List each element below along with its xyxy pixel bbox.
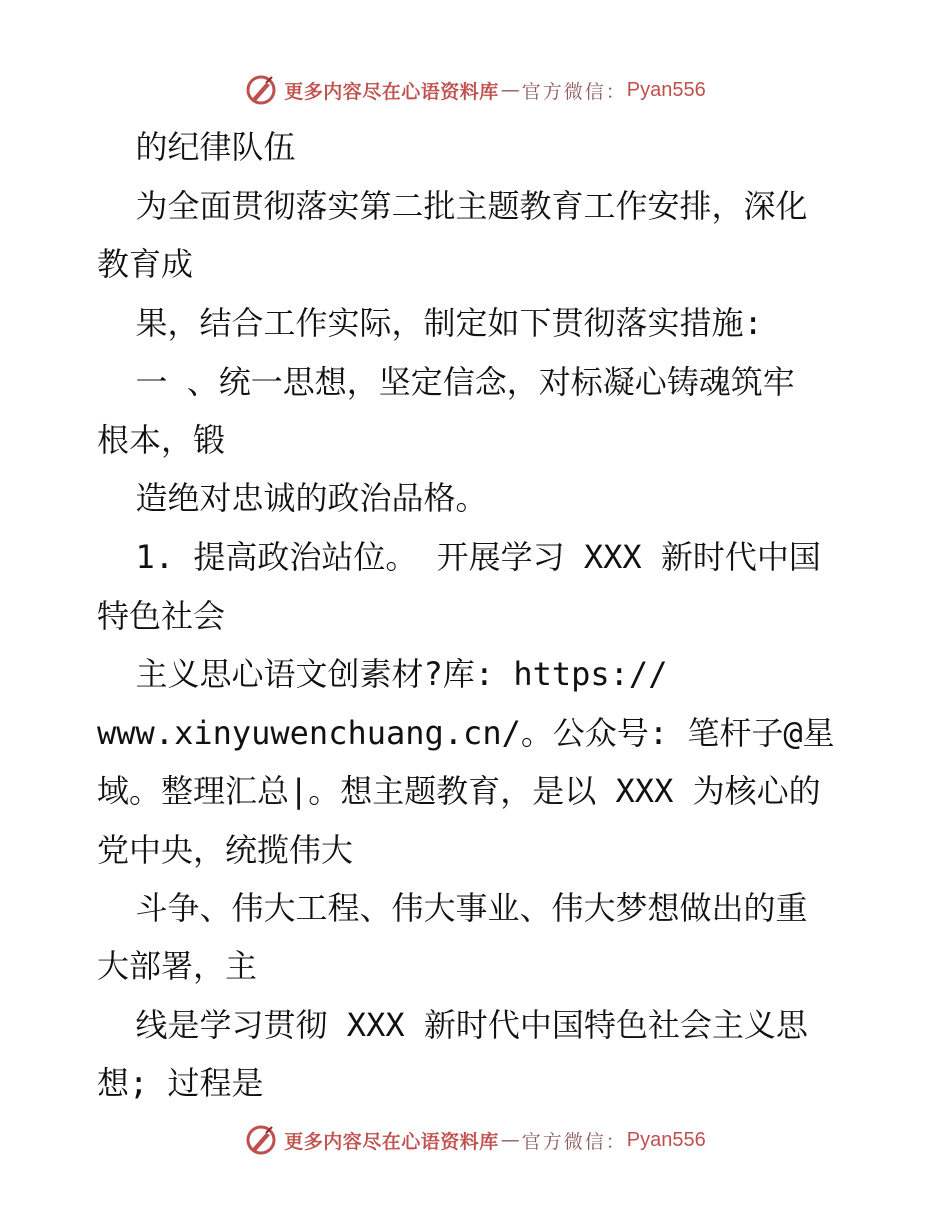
text-line: 为全面贯彻落实第二批主题教育工作安排，深化 bbox=[97, 187, 808, 225]
footer-official-label: 官方微信： bbox=[521, 1130, 627, 1153]
text-line: 造绝对忠诚的政治品格。 bbox=[97, 479, 488, 517]
text-line: 想; 过程是 bbox=[97, 1064, 264, 1102]
header-banner bbox=[0, 70, 950, 110]
text-line: 一 、统一思想，坚定信念，对标凝心铸魂筑牢 bbox=[97, 363, 795, 401]
text-line: 党中央，统揽伟大 bbox=[97, 831, 354, 869]
text-line: 果，结合工作实际，制定如下贯彻落实措施: bbox=[97, 304, 763, 342]
text-line: 1. 提高政治站位。 开展学习 XXX 新时代中国 bbox=[97, 538, 821, 576]
text-line: 教育成 bbox=[97, 245, 194, 283]
quill-pen-logo-icon bbox=[244, 73, 278, 107]
footer-brand-text: 更多内容尽在心语资料库 bbox=[284, 1130, 499, 1153]
header-brand-text: 更多内容尽在心语资料库 bbox=[284, 80, 499, 103]
footer-wechat-id: Pyan556 bbox=[626, 1128, 706, 1151]
header-wechat-id: Pyan556 bbox=[626, 78, 706, 101]
text-line: 根本，锻 bbox=[97, 421, 226, 459]
text-line: 域。整理汇总|。想主题教育，是以 XXX 为核心的 bbox=[97, 772, 821, 810]
footer-banner bbox=[0, 1120, 950, 1160]
text-line: 特色社会 bbox=[97, 597, 226, 635]
text-line: 大部署，主 bbox=[97, 947, 258, 985]
text-line: 斗争、伟大工程、伟大事业、伟大梦想做出的重 bbox=[97, 889, 808, 927]
text-line: 线是学习贯彻 XXX 新时代中国特色社会主义思 bbox=[97, 1006, 808, 1044]
text-line: www.xinyuwenchuang.cn/。公众号: 笔杆子@星 bbox=[97, 714, 835, 752]
quill-pen-logo-icon bbox=[244, 1123, 278, 1157]
text-line: 的纪律队伍 bbox=[97, 128, 296, 166]
text-line: 主义思心语文创素材?库: https:// bbox=[97, 655, 668, 693]
header-official-label: 官方微信： bbox=[521, 80, 627, 103]
header-dash: — bbox=[500, 79, 520, 101]
footer-dash: — bbox=[500, 1129, 520, 1151]
